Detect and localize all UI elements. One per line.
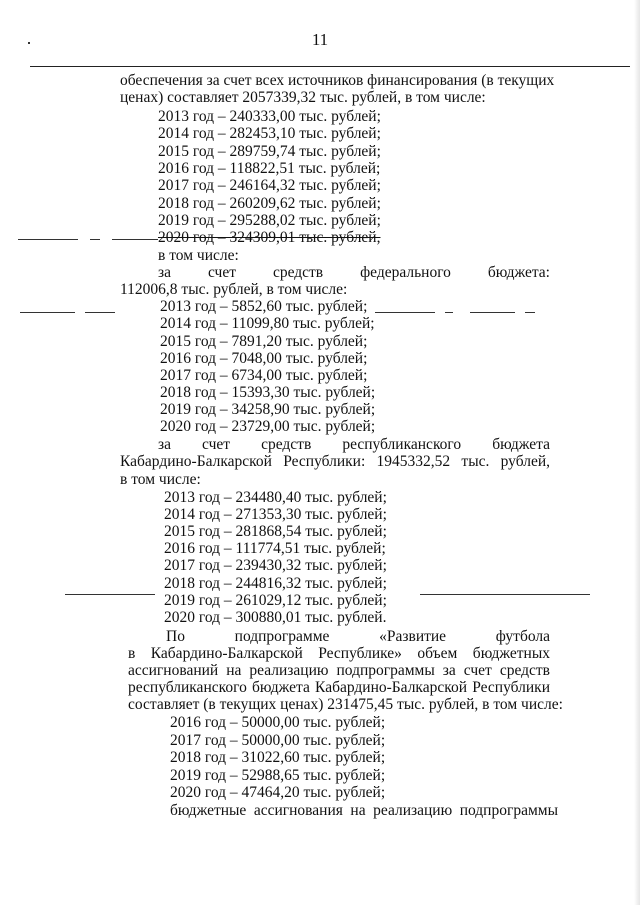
football-paragraph-line: в Кабардино-Балкарской Республике» объем бюджетных [128, 645, 550, 662]
scan-speck [28, 42, 30, 44]
scan-dash [420, 594, 590, 595]
scan-dash [445, 312, 453, 313]
republic-year-line: 2015 год – 281868,54 тыс. рублей; [164, 523, 387, 540]
total-year-line: 2020 год – 324309,01 тыс. рублей, [158, 229, 381, 246]
scan-dash [90, 239, 100, 240]
total-year-line: 2014 год – 282453,10 тыс. рублей; [158, 125, 381, 142]
intro-line: обеспечения за счет всех источников финансирования (в текущих [120, 72, 555, 89]
scan-dash [65, 594, 155, 595]
republic-heading: за счет средств республиканского бюджета [158, 436, 550, 453]
federal-heading: за счет средств федерального бюджета: [158, 264, 550, 281]
republic-year-line: 2017 год – 239430,32 тыс. рублей; [164, 557, 387, 574]
republic-heading: в том числе: [120, 471, 201, 488]
federal-year-line: 2013 год – 5852,60 тыс. рублей; [160, 298, 368, 315]
scan-dash [18, 239, 78, 240]
football-year-line: 2017 год – 50000,00 тыс. рублей; [170, 732, 386, 749]
total-year-line: 2015 год – 289759,74 тыс. рублей; [158, 143, 381, 160]
federal-year-line: 2019 год – 34258,90 тыс. рублей; [160, 401, 376, 418]
total-year-line: 2016 год – 118822,51 тыс. рублей; [158, 160, 381, 177]
closing-line: бюджетные ассигнования на реализацию подпрограммы [170, 802, 558, 819]
football-paragraph-line: республиканского бюджета Кабардино-Балкарской Республики [128, 679, 550, 696]
republic-year-line: 2013 год – 234480,40 тыс. рублей; [164, 489, 387, 506]
football-year-line: 2018 год – 31022,60 тыс. рублей; [170, 749, 386, 766]
total-year-line: 2019 год – 295288,02 тыс. рублей; [158, 212, 381, 229]
federal-year-line: 2016 год – 7048,00 тыс. рублей; [160, 350, 368, 367]
republic-year-line: 2020 год – 300880,01 тыс. рублей. [164, 609, 387, 626]
scan-dash [470, 312, 515, 313]
total-year-line: 2013 год – 240333,00 тыс. рублей; [158, 108, 381, 125]
federal-year-line: 2017 год – 6734,00 тыс. рублей; [160, 367, 368, 384]
in-total-label: в том числе: [158, 247, 239, 264]
federal-year-line: 2018 год – 15393,30 тыс. рублей; [160, 384, 376, 401]
republic-year-line: 2016 год – 111774,51 тыс. рублей; [164, 540, 386, 557]
scan-dash [20, 312, 75, 313]
football-year-line: 2020 год – 47464,20 тыс. рублей; [170, 784, 386, 801]
scan-dash [525, 312, 535, 313]
scan-dash [85, 312, 115, 313]
federal-heading: 112006,8 тыс. рублей, в том числе: [120, 281, 348, 298]
total-year-line: 2017 год – 246164,32 тыс. рублей; [158, 177, 381, 194]
republic-year-line: 2014 год – 271353,30 тыс. рублей; [164, 506, 387, 523]
republic-year-line: 2018 год – 244816,32 тыс. рублей; [164, 575, 387, 592]
football-paragraph-line: ассигнований на реализацию подпрограммы за счет средств [128, 662, 550, 679]
page-number: 11 [311, 30, 329, 49]
football-year-line: 2019 год – 52988,65 тыс. рублей; [170, 767, 386, 784]
federal-year-line: 2020 год – 23729,00 тыс. рублей; [160, 418, 376, 435]
scan-edge [634, 0, 640, 905]
intro-line: ценах) составляет 2057339,32 тыс. рублей, в том числе: [120, 89, 486, 106]
republic-heading: Кабардино-Балкарской Республики: 1945332,52 тыс. рублей, [120, 453, 550, 470]
republic-year-line: 2019 год – 261029,12 тыс. рублей; [164, 592, 387, 609]
scan-dash [112, 239, 158, 240]
total-year-line: 2018 год – 260209,62 тыс. рублей; [158, 195, 381, 212]
football-year-line: 2016 год – 50000,00 тыс. рублей; [170, 714, 386, 731]
football-paragraph-line: По подпрограмме «Развитие футбола [166, 628, 550, 645]
federal-year-line: 2014 год – 11099,80 тыс. рублей; [160, 315, 375, 332]
federal-year-line: 2015 год – 7891,20 тыс. рублей; [160, 333, 368, 350]
header-rule [30, 66, 630, 67]
football-paragraph-line: составляет (в текущих ценах) 231475,45 тыс. рублей, в том числе: [128, 696, 563, 713]
scan-dash [375, 312, 435, 313]
